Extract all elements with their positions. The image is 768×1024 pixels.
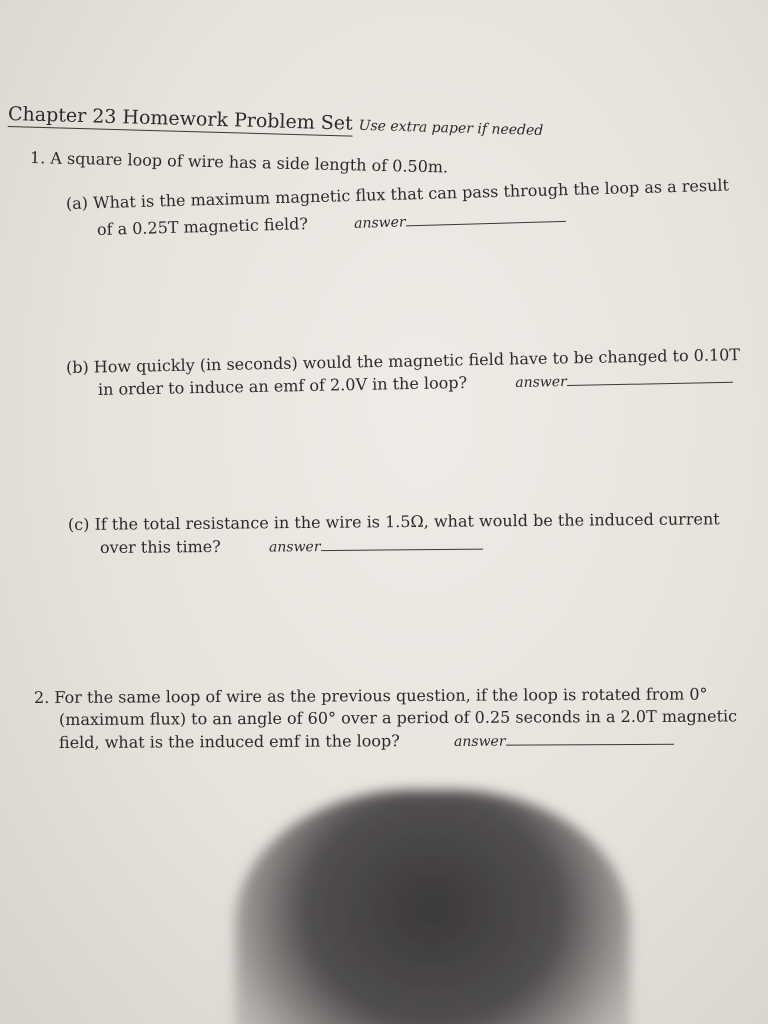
page-title xyxy=(8,104,544,141)
problem-1c-answer-blank[interactable] xyxy=(320,537,482,551)
problem-2-answer-label: answer xyxy=(453,733,506,750)
problem-1b-text-1: How quickly (in seconds) would the magnetic field have to be changed to 0.10T xyxy=(93,345,741,377)
problem-1a-answer-blank[interactable] xyxy=(405,209,565,226)
problem-2-line-2 xyxy=(59,706,737,730)
problem-1c-label: (c) xyxy=(67,514,90,534)
chapter-title: Chapter 23 Homework Problem Set xyxy=(7,103,354,135)
problem-1-number: 1. xyxy=(29,148,46,168)
problem-1b-answer-label: answer xyxy=(515,374,567,391)
problem-1c-text-1: If the total resistance in the wire is 1.5Ω, what would be the induced current xyxy=(94,509,720,534)
problem-1a-line-1 xyxy=(66,175,729,214)
problem-1b-text-2: in order to induce an emf of 2.0V in the loop? xyxy=(97,372,468,399)
problem-1b-label: (b) xyxy=(65,357,89,377)
problem-2-answer-blank[interactable] xyxy=(505,732,673,746)
problem-1c-text-2: over this time? xyxy=(99,536,221,557)
extra-paper-note: Use extra paper if needed xyxy=(358,117,544,139)
problem-1a-label: (a) xyxy=(65,193,89,213)
problem-1-statement xyxy=(30,148,449,177)
problem-2-line-3 xyxy=(59,730,674,754)
hand-shadow xyxy=(235,790,630,1024)
problem-1b-answer-blank[interactable] xyxy=(567,370,733,386)
problem-1c-line-1 xyxy=(68,509,720,535)
problem-1a-answer-label: answer xyxy=(353,214,406,232)
problem-1a-line-2 xyxy=(97,207,566,241)
problem-2-text-1: For the same loop of wire as the previous question, if the loop is rotated from 0° xyxy=(54,684,708,707)
problem-1a-text-1: What is the maximum magnetic flux that can pass through the loop as a result xyxy=(92,175,730,213)
problem-1c-line-2 xyxy=(100,535,483,559)
problem-2-text-2: (maximum flux) to an angle of 60° over a period of 0.25 seconds in a 2.0T magnetic xyxy=(58,706,738,729)
problem-1a-text-2: of a 0.25T magnetic field? xyxy=(96,214,309,239)
problem-2-number: 2. xyxy=(33,687,50,707)
problem-2-line-1 xyxy=(34,684,708,708)
problem-1c-answer-label: answer xyxy=(268,539,321,556)
problem-2-text-3: field, what is the induced emf in the loop? xyxy=(58,731,400,752)
problem-1-text: A square loop of wire has a side length of 0.50m. xyxy=(50,148,449,177)
